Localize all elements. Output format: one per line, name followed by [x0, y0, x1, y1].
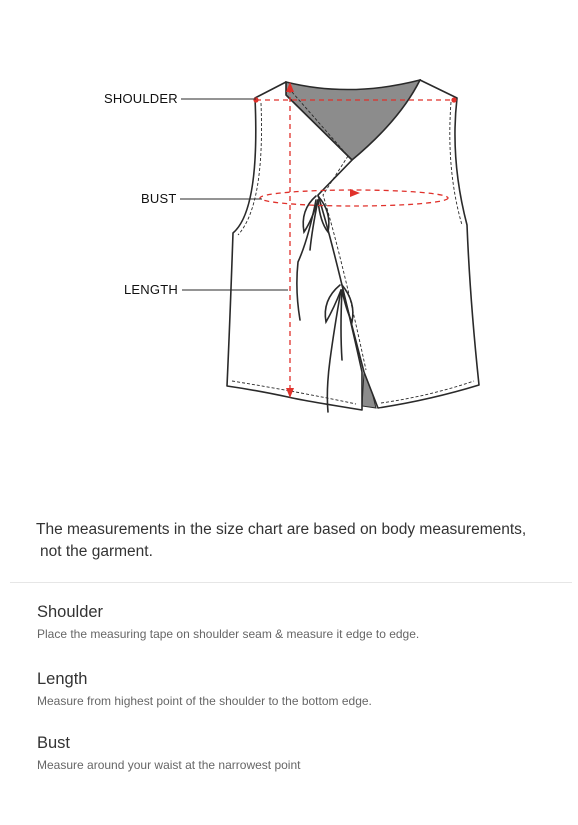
spec-length	[37, 668, 557, 710]
shoulder-callout-label: SHOULDER	[104, 91, 178, 106]
spec-length-title: Length	[37, 670, 88, 688]
spec-bust	[37, 732, 557, 774]
spec-bust-title: Bust	[37, 734, 71, 752]
length-callout-label: LENGTH	[124, 282, 178, 297]
size-chart-note-line1: The measurements in the size chart are based on body measurements,	[36, 521, 527, 538]
spec-shoulder	[37, 601, 557, 643]
spec-shoulder-title: Shoulder	[37, 603, 104, 621]
bust-callout-label: BUST	[141, 191, 177, 206]
size-chart-note-line2: not the garment.	[40, 543, 153, 560]
section-divider	[10, 582, 572, 583]
spec-bust-description: Measure around your waist at the narrowest point	[37, 758, 301, 772]
size-chart-note	[36, 519, 556, 563]
spec-length-description: Measure from highest point of the shoulder to the bottom edge.	[37, 694, 372, 708]
spec-shoulder-description: Place the measuring tape on shoulder seam & measure it edge to edge.	[37, 627, 420, 641]
